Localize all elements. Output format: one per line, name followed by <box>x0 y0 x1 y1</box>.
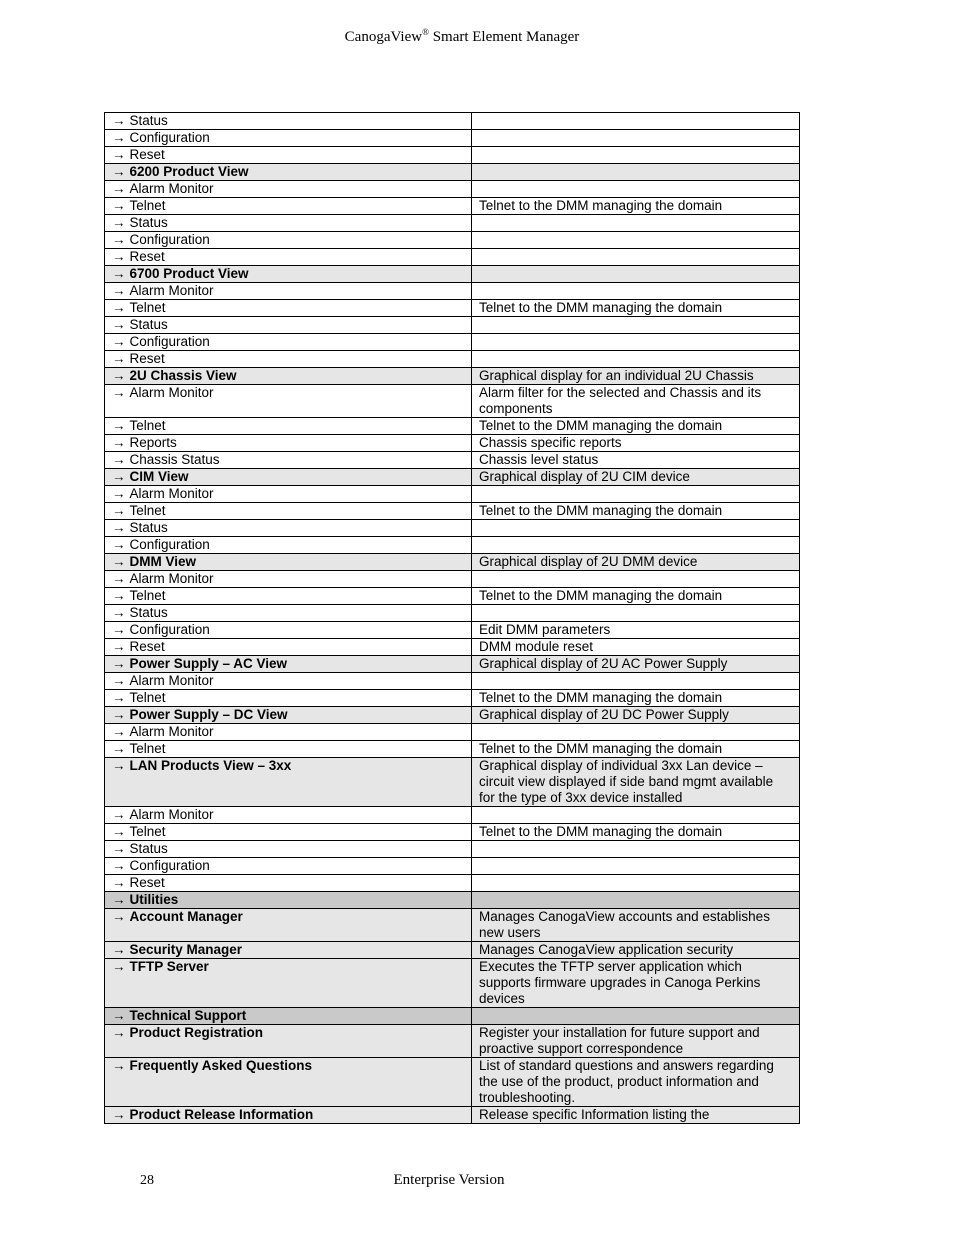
table-row <box>105 571 800 588</box>
description-cell: Register your installation for future support and proactive support correspondence <box>472 1025 800 1058</box>
arrow-right-icon: → <box>112 909 126 924</box>
menu-item-cell <box>105 215 472 232</box>
table-row <box>105 588 800 605</box>
table-row <box>105 130 800 147</box>
description-cell <box>472 215 800 232</box>
menu-item-label: Reset <box>129 875 165 890</box>
table-row <box>105 875 800 892</box>
description-cell <box>472 181 800 198</box>
menu-item-label: Alarm Monitor <box>129 385 214 400</box>
menu-item-label: Alarm Monitor <box>129 486 214 501</box>
menu-item-label: Chassis Status <box>129 452 220 467</box>
arrow-right-icon: → <box>112 385 126 400</box>
menu-item-label: Alarm Monitor <box>129 571 214 586</box>
menu-item-cell <box>105 673 472 690</box>
menu-item-cell <box>105 486 472 503</box>
table-row <box>105 1058 800 1107</box>
arrow-right-icon: → <box>112 520 126 535</box>
menu-item-label: Reset <box>129 351 165 366</box>
table-row <box>105 283 800 300</box>
table-row <box>105 249 800 266</box>
arrow-right-icon: → <box>112 147 126 162</box>
table-row <box>105 351 800 368</box>
arrow-right-icon: → <box>112 807 126 822</box>
menu-item-cell <box>105 520 472 537</box>
description-cell <box>472 1008 800 1025</box>
menu-item-label: Power Supply – AC View <box>129 656 288 671</box>
description-cell: Graphical display of 2U CIM device <box>472 469 800 486</box>
arrow-right-icon: → <box>112 758 126 773</box>
menu-item-cell <box>105 181 472 198</box>
table-row <box>105 537 800 554</box>
menu-item-cell <box>105 724 472 741</box>
table-row <box>105 232 800 249</box>
table-row <box>105 300 800 317</box>
arrow-right-icon: → <box>112 368 126 383</box>
arrow-right-icon: → <box>112 942 126 957</box>
menu-item-label: Telnet <box>129 418 166 433</box>
table-row <box>105 639 800 656</box>
description-cell: Release specific Information listing the <box>472 1107 800 1124</box>
description-cell: Telnet to the DMM managing the domain <box>472 588 800 605</box>
description-cell <box>472 113 800 130</box>
description-cell: Telnet to the DMM managing the domain <box>472 690 800 707</box>
menu-item-label: CIM View <box>129 469 189 484</box>
description-cell: Telnet to the DMM managing the domain <box>472 741 800 758</box>
table-row <box>105 824 800 841</box>
menu-item-cell <box>105 266 472 283</box>
menu-item-cell <box>105 690 472 707</box>
description-cell <box>472 605 800 622</box>
table-row <box>105 181 800 198</box>
menu-item-label: Telnet <box>129 741 166 756</box>
table-row <box>105 724 800 741</box>
menu-item-label: Account Manager <box>129 909 243 924</box>
menu-item-label: 2U Chassis View <box>129 368 237 383</box>
arrow-right-icon: → <box>112 707 126 722</box>
table-row <box>105 147 800 164</box>
menu-item-cell <box>105 841 472 858</box>
menu-item-cell <box>105 368 472 385</box>
menu-item-label: Telnet <box>129 503 166 518</box>
arrow-right-icon: → <box>112 841 126 856</box>
description-cell <box>472 807 800 824</box>
table-row <box>105 554 800 571</box>
arrow-right-icon: → <box>112 1107 126 1122</box>
table-row <box>105 368 800 385</box>
menu-item-cell <box>105 469 472 486</box>
arrow-right-icon: → <box>112 198 126 213</box>
arrow-right-icon: → <box>112 300 126 315</box>
menu-item-cell <box>105 875 472 892</box>
header-title: CanogaView <box>344 29 423 45</box>
menu-item-label: Reset <box>129 147 165 162</box>
table-row <box>105 807 800 824</box>
table-row <box>105 909 800 942</box>
menu-item-cell <box>105 707 472 724</box>
arrow-right-icon: → <box>112 656 126 671</box>
arrow-right-icon: → <box>112 486 126 501</box>
description-cell <box>472 351 800 368</box>
menu-item-label: LAN Products View – 3xx <box>129 758 292 773</box>
menu-item-cell <box>105 909 472 942</box>
table-row <box>105 385 800 418</box>
arrow-right-icon: → <box>112 435 126 450</box>
description-cell: Telnet to the DMM managing the domain <box>472 300 800 317</box>
menu-item-label: Configuration <box>129 858 210 873</box>
menu-item-label: Security Manager <box>129 942 243 957</box>
menu-item-label: Status <box>129 113 168 128</box>
description-cell: Chassis level status <box>472 452 800 469</box>
table-row <box>105 673 800 690</box>
arrow-right-icon: → <box>112 249 126 264</box>
menu-item-cell <box>105 418 472 435</box>
arrow-right-icon: → <box>112 232 126 247</box>
menu-item-label: Alarm Monitor <box>129 724 214 739</box>
table-row <box>105 1107 800 1124</box>
menu-item-label: Status <box>129 841 168 856</box>
description-cell: Executes the TFTP server application which supports firmware upgrades in Canoga Perkins devices <box>472 959 800 1008</box>
menu-item-cell <box>105 1008 472 1025</box>
menu-item-cell <box>105 656 472 673</box>
footer-text: Enterprise Version <box>393 1172 505 1188</box>
menu-item-label: Utilities <box>129 892 179 907</box>
menu-item-cell <box>105 622 472 639</box>
menu-item-label: Reset <box>129 639 165 654</box>
menu-item-label: TFTP Server <box>129 959 209 974</box>
menu-item-label: Configuration <box>129 334 210 349</box>
description-cell: Telnet to the DMM managing the domain <box>472 418 800 435</box>
menu-item-cell <box>105 283 472 300</box>
arrow-right-icon: → <box>112 113 126 128</box>
table-row <box>105 486 800 503</box>
menu-item-label: Technical Support <box>129 1008 247 1023</box>
description-cell <box>472 486 800 503</box>
arrow-right-icon: → <box>112 673 126 688</box>
table-row <box>105 758 800 807</box>
menu-item-cell <box>105 351 472 368</box>
table-row <box>105 656 800 673</box>
menu-item-label: Telnet <box>129 824 166 839</box>
menu-item-label: Product Release Information <box>129 1107 314 1122</box>
arrow-right-icon: → <box>112 824 126 839</box>
menu-item-label: 6200 Product View <box>129 164 249 179</box>
description-cell <box>472 892 800 909</box>
table-row <box>105 959 800 1008</box>
menu-item-label: Telnet <box>129 198 166 213</box>
description-cell: Telnet to the DMM managing the domain <box>472 503 800 520</box>
table-row <box>105 741 800 758</box>
table-row <box>105 942 800 959</box>
description-cell: DMM module reset <box>472 639 800 656</box>
arrow-right-icon: → <box>112 622 126 637</box>
menu-item-cell <box>105 435 472 452</box>
arrow-right-icon: → <box>112 858 126 873</box>
description-cell <box>472 283 800 300</box>
table-row <box>105 841 800 858</box>
menu-item-label: Frequently Asked Questions <box>129 1058 313 1073</box>
arrow-right-icon: → <box>112 164 126 179</box>
description-cell <box>472 875 800 892</box>
menu-item-cell <box>105 537 472 554</box>
table-row <box>105 198 800 215</box>
table-row <box>105 452 800 469</box>
menu-item-label: Telnet <box>129 588 166 603</box>
arrow-right-icon: → <box>112 639 126 654</box>
arrow-right-icon: → <box>112 181 126 196</box>
arrow-right-icon: → <box>112 418 126 433</box>
description-cell <box>472 249 800 266</box>
menu-item-label: Alarm Monitor <box>129 673 214 688</box>
menu-item-cell <box>105 588 472 605</box>
arrow-right-icon: → <box>112 130 126 145</box>
arrow-right-icon: → <box>112 469 126 484</box>
description-cell: Alarm filter for the selected and Chassis and its components <box>472 385 800 418</box>
description-cell <box>472 858 800 875</box>
table-row <box>105 164 800 181</box>
menu-item-label: Status <box>129 317 168 332</box>
menu-item-label: Product Registration <box>129 1025 264 1040</box>
menu-item-cell <box>105 113 472 130</box>
arrow-right-icon: → <box>112 571 126 586</box>
header-subtitle: Smart Element Manager <box>428 29 580 45</box>
menu-item-label: 6700 Product View <box>129 266 249 281</box>
menu-item-cell <box>105 1025 472 1058</box>
description-cell: Graphical display of individual 3xx Lan device – circuit view displayed if side band mgmt available for the type of 3xx device installed <box>472 758 800 807</box>
menu-item-cell <box>105 824 472 841</box>
table-row <box>105 892 800 909</box>
table-row <box>105 690 800 707</box>
arrow-right-icon: → <box>112 875 126 890</box>
arrow-right-icon: → <box>112 283 126 298</box>
description-cell: List of standard questions and answers regarding the use of the product, product information and troubleshooting. <box>472 1058 800 1107</box>
description-cell: Edit DMM parameters <box>472 622 800 639</box>
description-cell: Manages CanogaView accounts and establishes new users <box>472 909 800 942</box>
description-cell <box>472 130 800 147</box>
table-row <box>105 435 800 452</box>
arrow-right-icon: → <box>112 452 126 467</box>
menu-item-cell <box>105 554 472 571</box>
menu-item-label: Configuration <box>129 232 210 247</box>
description-cell: Graphical display of 2U DC Power Supply <box>472 707 800 724</box>
table-row <box>105 1025 800 1058</box>
arrow-right-icon: → <box>112 892 126 907</box>
menu-item-cell <box>105 503 472 520</box>
arrow-right-icon: → <box>112 266 126 281</box>
menu-item-cell <box>105 741 472 758</box>
menu-item-cell <box>105 147 472 164</box>
description-cell <box>472 841 800 858</box>
menu-item-label: Reports <box>129 435 177 450</box>
arrow-right-icon: → <box>112 724 126 739</box>
menu-item-cell <box>105 452 472 469</box>
menu-item-label: Status <box>129 215 168 230</box>
registered-mark: ® <box>422 27 429 37</box>
table-row <box>105 215 800 232</box>
arrow-right-icon: → <box>112 690 126 705</box>
description-cell <box>472 232 800 249</box>
menu-item-label: Alarm Monitor <box>129 807 214 822</box>
menu-item-cell <box>105 164 472 181</box>
arrow-right-icon: → <box>112 215 126 230</box>
arrow-right-icon: → <box>112 741 126 756</box>
table-row <box>105 707 800 724</box>
arrow-right-icon: → <box>112 605 126 620</box>
menu-item-cell <box>105 605 472 622</box>
menu-item-label: Alarm Monitor <box>129 283 214 298</box>
arrow-right-icon: → <box>112 334 126 349</box>
table-row <box>105 858 800 875</box>
description-cell: Chassis specific reports <box>472 435 800 452</box>
description-cell <box>472 164 800 181</box>
menu-item-label: Configuration <box>129 622 210 637</box>
table-row <box>105 503 800 520</box>
table-row <box>105 418 800 435</box>
menu-item-label: Reset <box>129 249 165 264</box>
menu-item-cell <box>105 385 472 418</box>
menu-item-cell <box>105 639 472 656</box>
menu-item-cell <box>105 571 472 588</box>
menu-item-label: Power Supply – DC View <box>129 707 288 722</box>
menu-item-cell <box>105 300 472 317</box>
arrow-right-icon: → <box>112 351 126 366</box>
page-number: 28 <box>140 1173 154 1188</box>
menu-item-label: Configuration <box>129 130 210 145</box>
menu-item-label: Configuration <box>129 537 210 552</box>
menu-item-label: Status <box>129 520 168 535</box>
arrow-right-icon: → <box>112 1008 126 1023</box>
arrow-right-icon: → <box>112 1058 126 1073</box>
menu-item-label: Telnet <box>129 300 166 315</box>
table-row <box>105 605 800 622</box>
menu-item-cell <box>105 334 472 351</box>
menu-item-cell <box>105 317 472 334</box>
description-cell <box>472 673 800 690</box>
description-cell <box>472 520 800 537</box>
table-row <box>105 266 800 283</box>
description-cell <box>472 147 800 164</box>
description-cell <box>472 317 800 334</box>
description-cell <box>472 266 800 283</box>
menu-item-label: DMM View <box>129 554 197 569</box>
menu-item-cell <box>105 892 472 909</box>
description-cell: Graphical display of 2U AC Power Supply <box>472 656 800 673</box>
table-row <box>105 622 800 639</box>
description-cell <box>472 334 800 351</box>
arrow-right-icon: → <box>112 588 126 603</box>
table-row <box>105 334 800 351</box>
table-row <box>105 317 800 334</box>
menu-description-table <box>104 112 800 1124</box>
description-cell <box>472 537 800 554</box>
table-row <box>105 520 800 537</box>
menu-item-cell <box>105 130 472 147</box>
description-cell <box>472 724 800 741</box>
arrow-right-icon: → <box>112 537 126 552</box>
description-cell: Graphical display for an individual 2U Chassis <box>472 368 800 385</box>
arrow-right-icon: → <box>112 503 126 518</box>
menu-item-cell <box>105 1058 472 1107</box>
arrow-right-icon: → <box>112 317 126 332</box>
table-row <box>105 469 800 486</box>
description-cell: Graphical display of 2U DMM device <box>472 554 800 571</box>
description-cell: Telnet to the DMM managing the domain <box>472 824 800 841</box>
description-cell: Manages CanogaView application security <box>472 942 800 959</box>
menu-item-cell <box>105 807 472 824</box>
table-row <box>105 113 800 130</box>
menu-item-cell <box>105 942 472 959</box>
menu-item-cell <box>105 959 472 1008</box>
menu-item-cell <box>105 858 472 875</box>
menu-item-cell <box>105 249 472 266</box>
arrow-right-icon: → <box>112 1025 126 1040</box>
menu-item-cell <box>105 1107 472 1124</box>
menu-item-label: Telnet <box>129 690 166 705</box>
table-row <box>105 1008 800 1025</box>
menu-item-cell <box>105 758 472 807</box>
arrow-right-icon: → <box>112 554 126 569</box>
menu-item-cell <box>105 198 472 215</box>
arrow-right-icon: → <box>112 959 126 974</box>
menu-item-cell <box>105 232 472 249</box>
menu-item-label: Status <box>129 605 168 620</box>
menu-item-label: Alarm Monitor <box>129 181 214 196</box>
description-cell: Telnet to the DMM managing the domain <box>472 198 800 215</box>
page-header <box>0 27 924 46</box>
description-cell <box>472 571 800 588</box>
